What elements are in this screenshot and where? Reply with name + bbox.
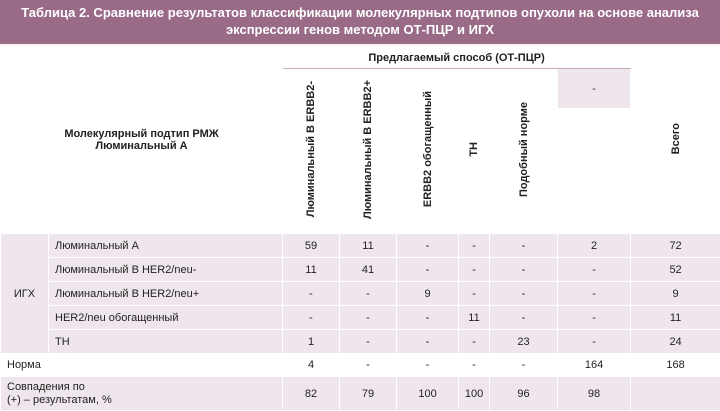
table-cell: 98 <box>558 377 631 411</box>
table-cell: 4 <box>283 354 340 377</box>
table-cell: - <box>558 306 631 330</box>
row-label: HER2/neu обогащенный <box>49 306 283 330</box>
table-cell: - <box>397 306 459 330</box>
corner-header <box>1 47 283 234</box>
row-label: Люминальный А <box>49 234 283 258</box>
table-cell: - <box>340 282 397 306</box>
col-header-label: Подобный норме <box>517 101 530 198</box>
table-cell: 11 <box>459 306 490 330</box>
table-cell: 100 <box>397 377 459 411</box>
row-label: Люминальный В HER2/neu+ <box>49 282 283 306</box>
table-cell: - <box>283 282 340 306</box>
corner-header-line-1: Молекулярный подтип РМЖ <box>64 128 219 140</box>
table-cell: 52 <box>631 258 720 282</box>
table-title-line-2: экспрессии генов методом ОТ-ПЦР и ИГХ <box>225 22 495 37</box>
total-header-label: Всего <box>669 122 682 155</box>
table-cell: - <box>397 234 459 258</box>
table-title-line-1: Таблица 2. Сравнение результатов классификации молекулярных подтипов опухоли на основе анализа <box>21 5 699 20</box>
col-header-label: Люминальный В ERBB2- <box>305 81 318 218</box>
table-cell: - <box>459 234 490 258</box>
group-header: Предлагаемый способ (ОТ-ПЦР) <box>283 47 631 69</box>
table-title <box>0 0 720 44</box>
table-cell: - <box>397 354 459 377</box>
col-header-label: ТН <box>468 142 481 157</box>
table-cell: 24 <box>631 330 720 354</box>
total-header <box>631 47 720 234</box>
table-cell: 100 <box>459 377 490 411</box>
table-cell: 41 <box>340 258 397 282</box>
table-cell: - <box>490 234 558 258</box>
col-header-label: Люминальный В ERBB2+ <box>362 80 375 219</box>
table-cell: 11 <box>340 234 397 258</box>
table-cell: 96 <box>490 377 558 411</box>
table-cell: - <box>340 354 397 377</box>
norm-row-label: Норма <box>1 354 283 377</box>
table-cell: 11 <box>631 306 720 330</box>
table-cell: 9 <box>631 282 720 306</box>
col-header-lum-b-erbb2-neg <box>283 69 340 234</box>
table-cell <box>631 377 720 411</box>
table-cell: - <box>490 306 558 330</box>
table-cell: - <box>459 258 490 282</box>
table-cell: - <box>459 354 490 377</box>
table-cell: - <box>490 354 558 377</box>
col-header-6-blank <box>558 109 631 234</box>
table-cell: - <box>397 330 459 354</box>
table-cell: - <box>397 258 459 282</box>
group-label-igx: ИГХ <box>1 234 49 354</box>
table-cell: - <box>558 330 631 354</box>
table-cell: 82 <box>283 377 340 411</box>
col-header-normal-like <box>490 69 558 234</box>
col-header-tn <box>459 69 490 234</box>
table-cell: - <box>283 306 340 330</box>
table-cell: - <box>340 306 397 330</box>
col-header-6-top: - <box>558 69 631 109</box>
match-row-label <box>1 377 283 411</box>
row-label: ТН <box>49 330 283 354</box>
col-header-erbb2-enriched <box>397 69 459 234</box>
table-cell: - <box>459 330 490 354</box>
table-cell: 72 <box>631 234 720 258</box>
table-cell: 23 <box>490 330 558 354</box>
corner-header-line-2: Люминальный А <box>95 140 188 152</box>
table-cell: 2 <box>558 234 631 258</box>
match-row-label-line-1: Совпадения по <box>7 380 85 393</box>
table-cell: 9 <box>397 282 459 306</box>
table-cell: - <box>558 282 631 306</box>
table-cell: 168 <box>631 354 720 377</box>
table-cell: 59 <box>283 234 340 258</box>
table-cell: 1 <box>283 330 340 354</box>
table-cell: 164 <box>558 354 631 377</box>
table-cell: 11 <box>283 258 340 282</box>
table-cell: - <box>490 282 558 306</box>
row-label: Люминальный В HER2/neu- <box>49 258 283 282</box>
match-row-label-line-2: (+) – результатам, % <box>7 393 112 406</box>
col-header-lum-b-erbb2-pos <box>340 69 397 234</box>
table-cell: 79 <box>340 377 397 411</box>
table-cell: - <box>459 282 490 306</box>
comparison-table <box>0 46 720 411</box>
table-cell: - <box>340 330 397 354</box>
col-header-label: ERBB2 обогащенный <box>421 91 434 208</box>
table-cell: - <box>558 258 631 282</box>
table-cell: - <box>490 258 558 282</box>
